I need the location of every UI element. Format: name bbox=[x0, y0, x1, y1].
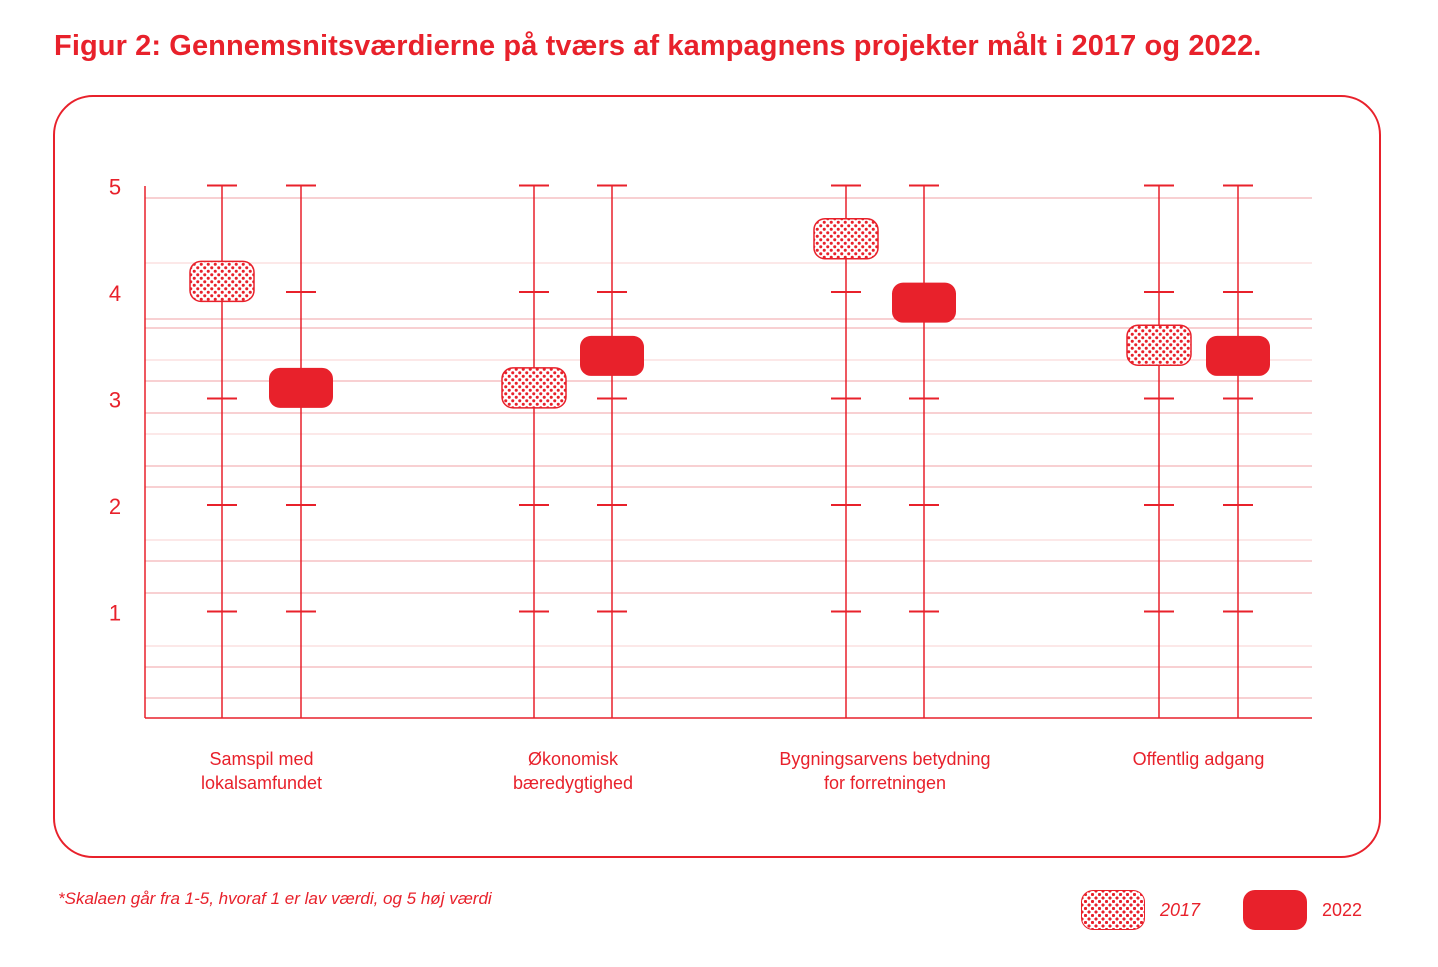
data-point-2017-1 bbox=[502, 368, 566, 408]
category-label-3: Offentlig adgang bbox=[1132, 749, 1265, 769]
y-tick-label-5: 5 bbox=[108, 174, 122, 200]
data-point-2022-3 bbox=[1206, 336, 1270, 376]
legend-swatch-2022 bbox=[1243, 890, 1307, 930]
category-label-2: Bygningsarvens betydning for forretningen bbox=[779, 749, 991, 793]
legend-label-2017: 2017 bbox=[1160, 900, 1201, 920]
footnote: *Skalaen går fra 1-5, hvoraf 1 er lav værdi, og 5 høj værdi bbox=[58, 889, 492, 908]
y-tick-label-2: 2 bbox=[108, 494, 122, 519]
y-tick-label-4: 4 bbox=[108, 281, 122, 306]
category-label-0: Samspil med lokalsamfundet bbox=[200, 749, 323, 793]
data-point-2017-0 bbox=[190, 261, 254, 301]
chart-title: Figur 2: Gennemsnitsværdierne på tværs af kampagnens projekter målt i 2017 og 2022. bbox=[54, 30, 1262, 62]
data-point-2022-0 bbox=[269, 368, 333, 408]
data-point-2017-3 bbox=[1127, 325, 1191, 365]
data-point-2022-1 bbox=[580, 336, 644, 376]
y-tick-label-1: 1 bbox=[108, 600, 122, 626]
data-point-2017-2 bbox=[814, 219, 878, 259]
data-point-2022-2 bbox=[892, 283, 956, 323]
y-tick-label-3: 3 bbox=[108, 387, 122, 413]
legend-swatch-2017 bbox=[1081, 890, 1145, 930]
legend-label-2022: 2022 bbox=[1322, 900, 1363, 920]
category-label-1: Økonomisk bæredygtighed bbox=[512, 749, 634, 793]
